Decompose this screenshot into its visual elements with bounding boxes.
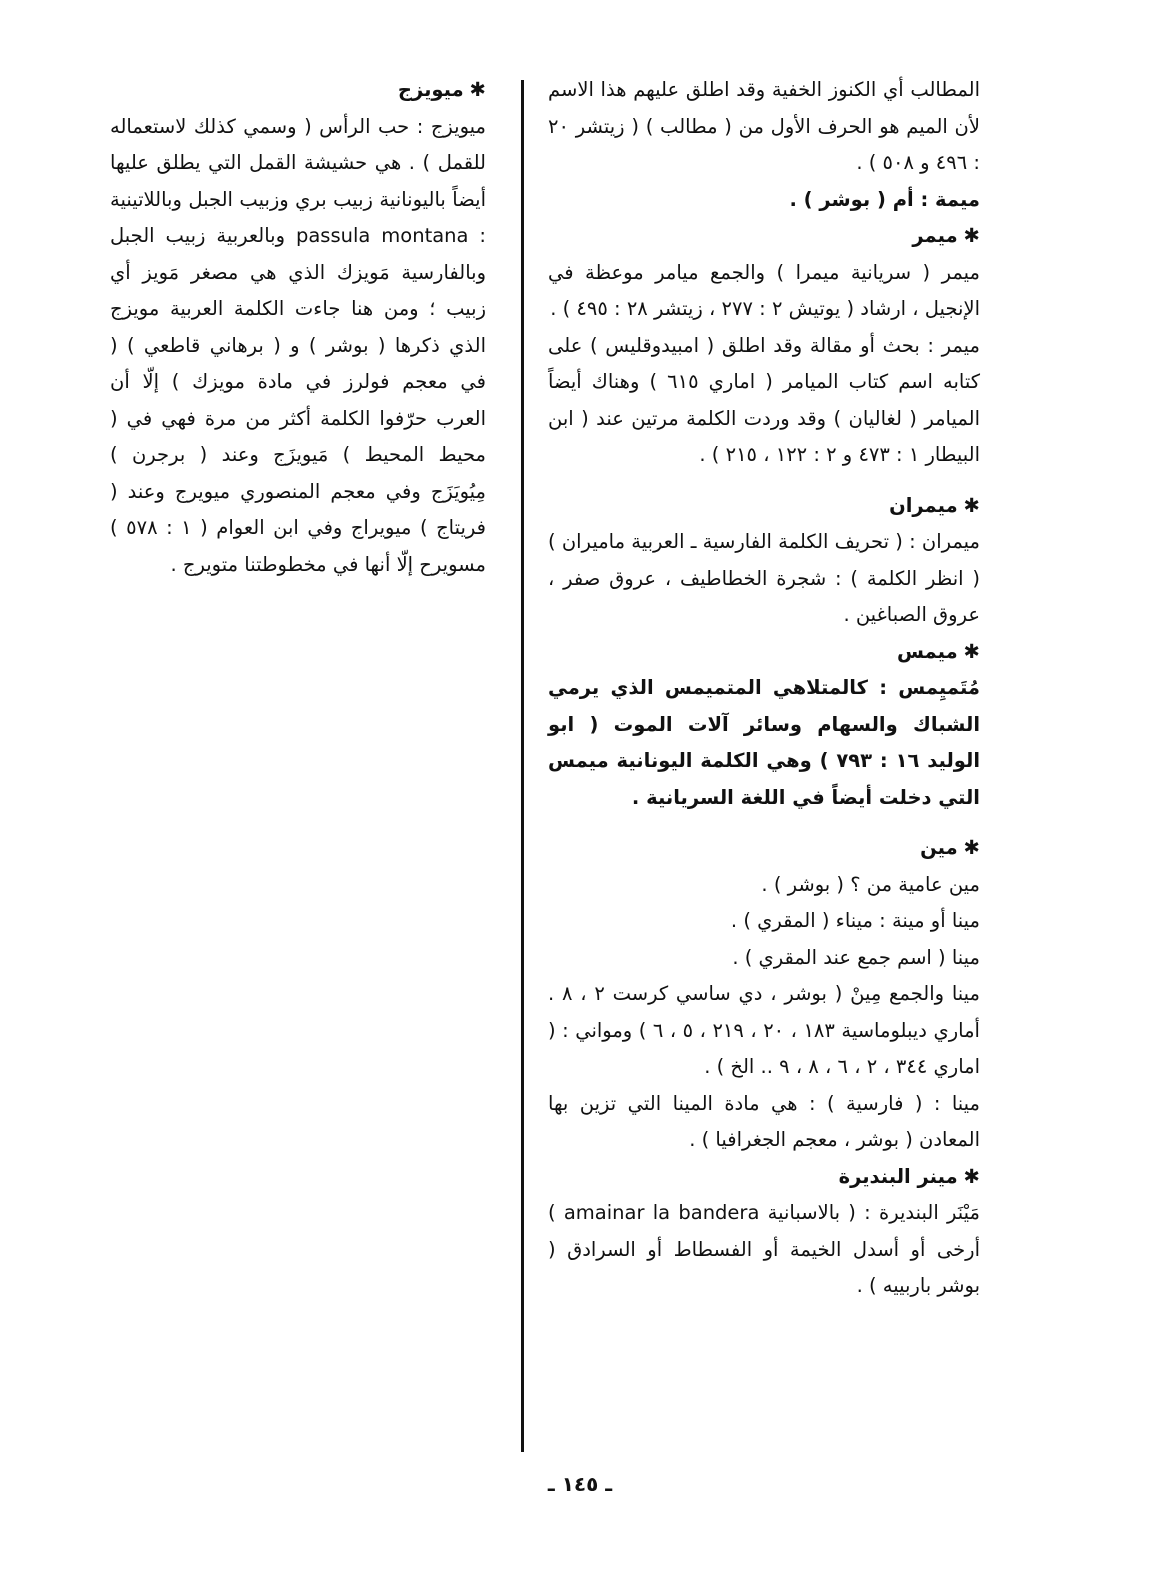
star-icon: ✱ bbox=[963, 493, 980, 517]
heading-label: مينر البنديرة bbox=[838, 1164, 958, 1188]
star-icon: ✱ bbox=[963, 1164, 980, 1188]
heading-maymar bbox=[548, 218, 980, 255]
heading-label: ميمس bbox=[896, 639, 958, 663]
star-icon: ✱ bbox=[963, 224, 980, 247]
entry-meen-2: مينا أو مينة : ميناء ( المقري ) . bbox=[730, 909, 980, 932]
spacer bbox=[548, 816, 980, 830]
entry-mawizaj: ميويزج : حب الرأس ( وسمي كذلك لاستعماله للقمل ) . هي حشيشة القمل التي يطلق عليها أيضاً باليونانية زبيب بري وزبيب الجبل وباللاتينية : passula montana وبالعربية زبيب الجبل وبالفارسية مَويزك الذي هي مصغر مَويز أي زبيب ؛ ومن هنا جاءت الكلمة العربية مويزج الذي ذكرها ( بوشر ) و ( برهاني قاطعي ) ( في معجم فولرز في مادة مويزك ) إلّا أن العرب حرّفوا الكلمة أكثر من مرة فهي في ( محيط المحيط ) مَيويزَج وعند ( برجرن ) مِيُويَزَج وفي معجم المنصوري ميويرج وعند ( فريتاج ) ميويراج وفي ابن العوام ( ١ : ٥٧٨ ) مسويرح إلّا أنها في مخطوطتنا متويرج . bbox=[110, 114, 486, 576]
entry-maymas: مُتَميِمس : كالمتلاهي المتميمس الذي يرمي الشباك والسهام وسائر آلات الموت ( ابو الوليد ١٦ : ٧٩٣ ) وهي الكلمة اليونانية ميمس التي دخلت أيضاً في اللغة السريانية . bbox=[548, 676, 980, 809]
entry-mayma: ميمة : أم ( بوشر ) . bbox=[789, 187, 980, 211]
heading-maynar bbox=[548, 1159, 980, 1196]
spacer bbox=[548, 474, 980, 488]
heading-maymaran bbox=[548, 488, 980, 525]
entry-maynar: مَيْنَر البنديرة : ( بالاسبانية amainar la bandera ) أرخى أو أسدل الخيمة أو الفسطاط أو السرادق ( بوشر باربييه ) . bbox=[548, 1201, 980, 1297]
column-divider bbox=[521, 80, 524, 1452]
entry-meen-4: مينا والجمع مِينْ ( بوشر ، دي ساسي كرست ٢ ، ٨ . أماري ديبلوماسية ١٨٣ ، ٢٠ ، ٢١٩ ، ٥ ، ٦ ) ومواني : ( اماري ٣٤٤ ، ٢ ، ٦ ، ٨ ، ٩ .. الخ ) . bbox=[548, 982, 980, 1078]
entry-meen-5: مينا : ( فارسية ) : هي مادة المينا التي تزين بها المعادن ( بوشر ، معجم الجغرافيا ) . bbox=[548, 1091, 980, 1151]
entry-meen-1: مين عامية من ؟ ( بوشر ) . bbox=[761, 872, 980, 896]
entry-maymar-2: ميمر : بحث أو مقالة وقد اطلق ( امبيدوقليس ) على كتابه اسم كتاب الميامر ( اماري ٦١٥ ) وهناك أيضاً الميامر ( لغاليان ) وقد وردت الكلمة مرتين عند ( ابن البيطار ١ : ٤٧٣ و ٢ : ١٢٢ ، ٢١٥ ) . bbox=[548, 333, 981, 466]
entry-maymaran: ميمران : ( تحريف الكلمة الفارسية ـ العربية ماميران ) ( انظر الكلمة ) : شجرة الخطاطيف ، عروق صفر ، عروق الصباغين . bbox=[548, 530, 980, 626]
star-icon: ✱ bbox=[963, 836, 980, 859]
entry-maymar-1: ميمر ( سريانية ميمرا ) والجمع ميامر موعظة في الإنجيل ، ارشاد ( يوتيش ٢ : ٢٧٧ ، زيتشر ٢٨ : ٤٩٥ ) . bbox=[548, 260, 980, 320]
page-number: ـ ١٤٥ ـ bbox=[547, 1472, 613, 1496]
entry-meen-3: مينا ( اسم جمع عند المقري ) . bbox=[732, 945, 980, 969]
star-icon: ✱ bbox=[469, 78, 486, 101]
heading-maymas bbox=[548, 634, 980, 671]
right-column bbox=[548, 72, 980, 1305]
left-column bbox=[110, 72, 486, 583]
heading-label: ميمر bbox=[912, 224, 958, 247]
heading-mawizaj bbox=[110, 72, 486, 109]
star-icon: ✱ bbox=[963, 639, 980, 663]
entry-matalib: المطالب أي الكنوز الخفية وقد اطلق عليهم هذا الاسم لأن الميم هو الحرف الأول من ( مطالب ) ( زيتشر ٢٠ : ٤٩٦ و ٥٠٨ ) . bbox=[548, 78, 980, 174]
heading-label: مين bbox=[920, 836, 958, 859]
heading-meen bbox=[548, 830, 980, 867]
heading-label: ميويزج bbox=[397, 78, 464, 101]
heading-label: ميمران bbox=[889, 493, 958, 517]
